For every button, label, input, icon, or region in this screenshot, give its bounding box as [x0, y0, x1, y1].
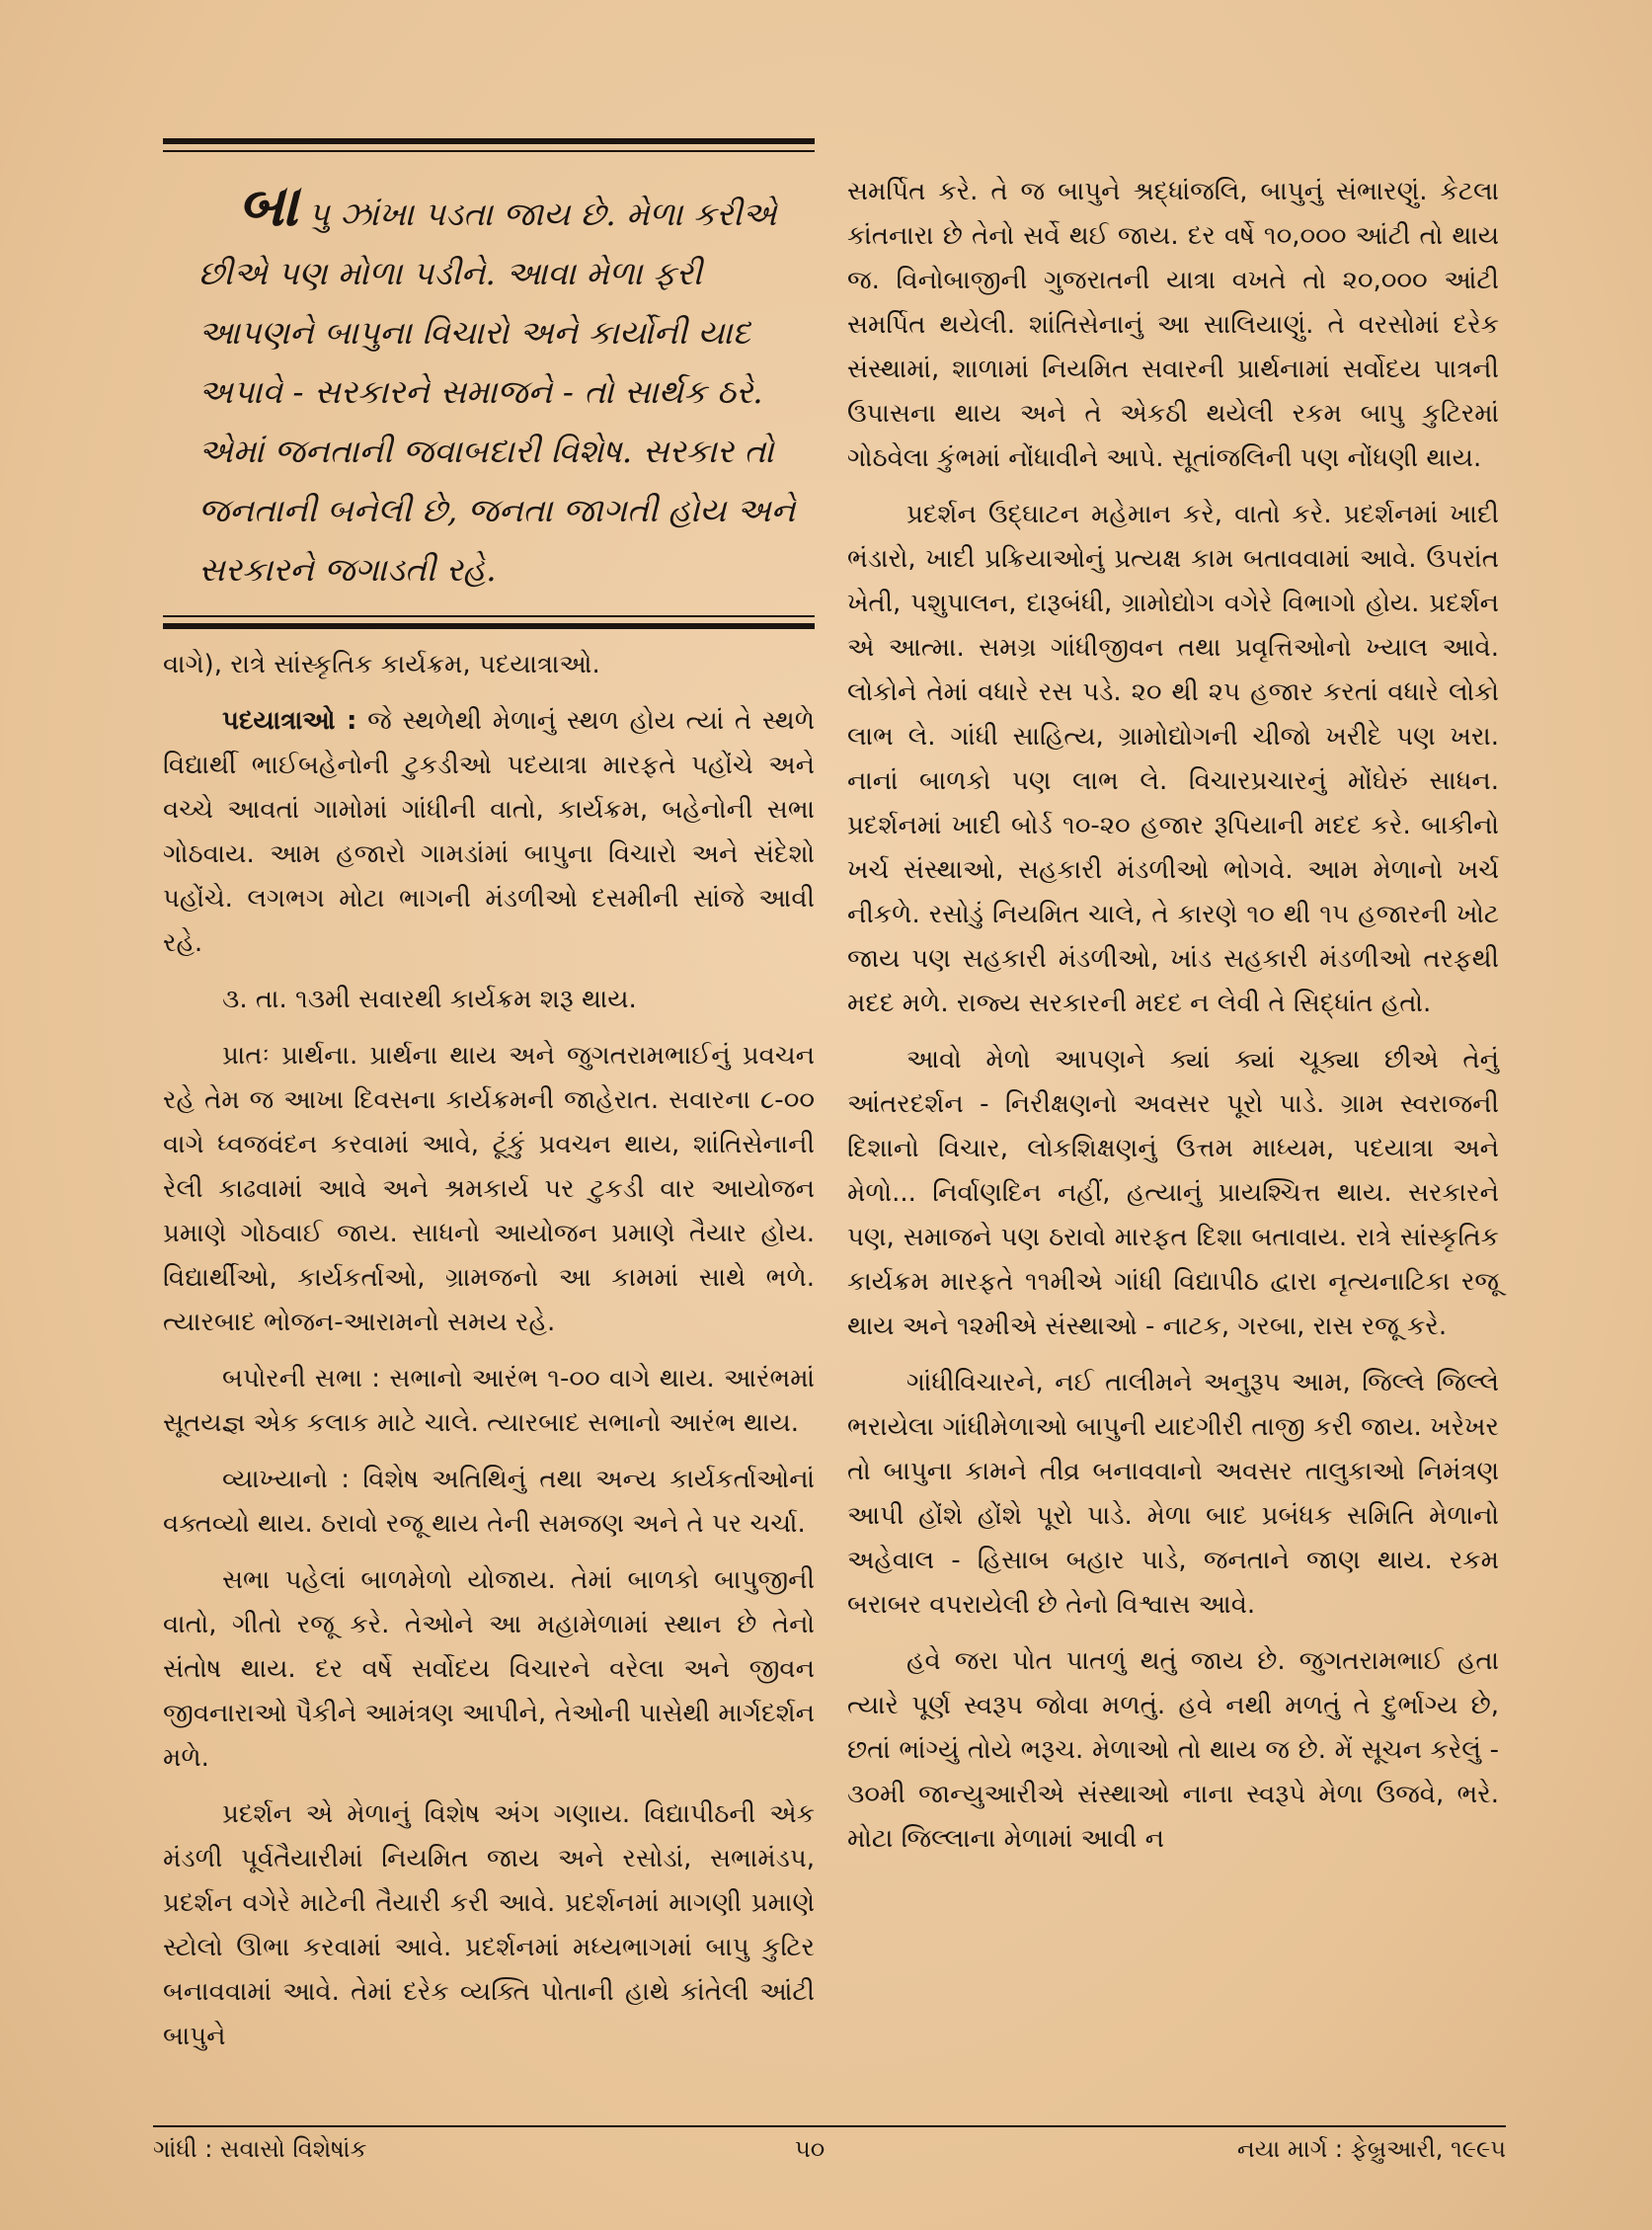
left-paragraph-4: બપોરની સભા : સભાનો આરંભ ૧-૦૦ વાગે થાય. આરંભમાં સૂતયજ્ઞ એક કલાક માટે ચાલે. ત્યારબાદ સભાનો આરંભ થાય.	[163, 1364, 815, 1438]
left-paragraph-0: વાગે), રાત્રે સાંસ્કૃતિક કાર્યક્રમ, પદયાત્રાઓ.	[163, 650, 600, 679]
pull-quote	[163, 172, 815, 599]
left-paragraph-3: પ્રાતઃ પ્રાર્થના. પ્રાર્થના થાય અને જુગતરામભાઈનું પ્રવચન રહે તેમ જ આખા દિવસના કાર્યક્રમની જાહેરાત. સવારના ૮-૦૦ વાગે ધ્વજવંદન કરવામાં આવે, ટૂંકું પ્રવચન થાય, શાંતિસેનાની રેલી કાઢવામાં આવે અને શ્રમકાર્ય પર ટુકડી વાર આયોજન પ્રમાણે ગોઠવાઈ જાય. સાધનો આયોજન પ્રમાણે તૈયાર હોય. વિદ્યાર્થીઓ, કાર્યકર્તાઓ, ગ્રામજનો આ કામમાં સાથે ભળે. ત્યારબાદ ભોજન-આરામનો સમય રહે.	[163, 1041, 815, 1337]
top-rule	[163, 138, 815, 152]
right-paragraph-1: પ્રદર્શન ઉદ્‌ઘાટન મહેમાન કરે, વાતો કરે. પ્રદર્શનમાં ખાદી ભંડારો, ખાદી પ્રક્રિયાઓનું પ્રત્યક્ષ કામ બતાવવામાં આવે. ઉપરાંત ખેતી, પશુપાલન, દારૂબંધી, ગ્રામોદ્યોગ વગેરે વિભાગો હોય. પ્રદર્શન એ આત્મા. સમગ્ર ગાંધીજીવન તથા પ્રવૃત્તિઓનો ખ્યાલ આવે. લોકોને તેમાં વધારે રસ પડે. ૨૦ થી ૨૫ હજાર કરતાં વધારે લોકો લાભ લે. ગાંધી સાહિત્ય, ગ્રામોદ્યોગની ચીજો ખરીદે પણ ખરા. નાનાં બાળકો પણ લાભ લે. વિચારપ્રચારનું મોંઘેરું સાધન. પ્રદર્શનમાં ખાદી બોર્ડ ૧૦-૨૦ હજાર રૂપિયાની મદદ કરે. બાકીનો ખર્ચ સંસ્થાઓ, સહકારી મંડળીઓ ભોગવે. આમ મેળાનો ખર્ચ નીકળે. રસોડું નિયમિત ચાલે, તે કારણે ૧૦ થી ૧૫ હજારની ખોટ જાય પણ સહકારી મંડળીઓ, ખાંડ સહકારી મંડળીઓ તરફથી મદદ મળે. રાજ્ય સરકારની મદદ ન લેવી તે સિદ્ધાંત હતો.	[847, 500, 1499, 1018]
left-paragraph-1: પદયાત્રાઓ : જે સ્થળેથી મેળાનું સ્થળ હોય ત્યાં તે સ્થળે વિદ્યાર્થી ભાઈબહેનોની ટુકડીઓ પદયાત્રા મારફતે પહોંચે અને વચ્ચે આવતાં ગામોમાં ગાંધીની વાતો, કાર્યક્રમ, બહેનોની સભા ગોઠવાય. આમ હજારો ગામડાંમાં બાપુના વિચારો અને સંદેશો પહોંચે. લગભગ મોટા ભાગની મંડળીઓ દસમીની સાંજે આવી રહે.	[163, 706, 815, 958]
paragraph-lead: પદયાત્રાઓ :	[222, 706, 357, 736]
pull-quote-text: પુ ઝાંખા પડતા જાય છે. મેળા કરીએ છીએ પણ મોળા પડીને. આવા મેળા ફરી આપણને બાપુના વિચારો અને કાર્યોની યાદ અપાવે - સરકારને સમાજને - તો સાર્થક ઠરે. એમાં જનતાની જવાબદારી વિશેષ. સરકાર તો જનતાની બનેલી છે, જનતા જાગતી હોય અને સરકારને જગાડતી રહે.	[198, 195, 796, 589]
footer-issue-date: નયા માર્ગ : ફેબ્રુઆરી, ૧૯૯૫	[1236, 2135, 1506, 2163]
left-paragraph-6: સભા પહેલાં બાળમેળો યોજાય. તેમાં બાળકો બાપુજીની વાતો, ગીતો રજૂ કરે. તેઓને આ મહામેળામાં સ્થાન છે તેનો સંતોષ થાય. દર વર્ષે સર્વોદય વિચારને વરેલા અને જીવન જીવનારાઓ પૈકીને આમંત્રણ આપીને, તેઓની પાસેથી માર્ગદર્શન મળે.	[163, 1565, 815, 1773]
left-paragraph-2: ૩. તા. ૧૩મી સવારથી કાર્યક્રમ શરૂ થાય.	[222, 985, 637, 1014]
pull-quote-dropcap: બા	[238, 172, 298, 239]
left-paragraph-5: વ્યાખ્યાનો : વિશેષ અતિથિનું તથા અન્ય કાર્યકર્તાઓનાં વક્તવ્યો થાય. ઠરાવો રજૂ થાય તેની સમજણ અને તે પર ચર્ચા.	[163, 1465, 815, 1539]
page-footer	[153, 2125, 1506, 2175]
right-paragraph-2: આવો મેળો આપણને ક્યાં ક્યાં ચૂક્યા છીએ તેનું આંતરદર્શન - નિરીક્ષણનો અવસર પૂરો પાડે. ગ્રામ સ્વરાજની દિશાનો વિચાર, લોકશિક્ષણનું ઉત્તમ માધ્યમ, પદયાત્રા અને મેળો... નિર્વાણદિન નહીં, હત્યાનું પ્રાયશ્ચિત્ત થાય. સરકારને પણ, સમાજને પણ ઠરાવો મારફત દિશા બતાવાય. રાત્રે સાંસ્કૃતિક કાર્યક્રમ મારફતે ૧૧મીએ ગાંધી વિદ્યાપીઠ દ્વારા નૃત્યનાટિકા રજૂ થાય અને ૧૨મીએ સંસ્થાઓ - નાટક, ગરબા, રાસ રજૂ કરે.	[847, 1045, 1499, 1341]
right-paragraph-3: ગાંધીવિચારને, નઈ તાલીમને અનુરૂપ આમ, જિલ્લે જિલ્લે ભરાયેલા ગાંધીમેળાઓ બાપુની યાદગીરી તાજી કરી જાય. ખરેખર તો બાપુના કામને તીવ્ર બનાવવાનો અવસર તાલુકાઓ નિમંત્રણ આપી હોંશે હોંશે પૂરો પાડે. મેળા બાદ પ્રબંધક સમિતિ મેળાનો અહેવાલ - હિસાબ બહાર પાડે, જનતાને જાણ થાય. રકમ બરાબર વપરાયેલી છે તેનો વિશ્વાસ આવે.	[847, 1368, 1499, 1620]
right-column	[847, 170, 1499, 1873]
right-paragraph-0: સમર્પિત કરે. તે જ બાપુને શ્રદ્ધાંજલિ, બાપુનું સંભારણું. કેટલા કાંતનારા છે તેનો સર્વે થઈ જાય. દર વર્ષે ૧૦,૦૦૦ આંટી તો થાય જ. વિનોબાજીની ગુજરાતની યાત્રા વખતે તો ૨૦,૦૦૦ આંટી સમર્પિત થયેલી. શાંતિસેનાનું આ સાલિયાણું. તે વરસોમાં દરેક સંસ્થામાં, શાળામાં નિયમિત સવારની પ્રાર્થનામાં સર્વોદય પાત્રની ઉપાસના થાય અને તે એકઠી થયેલી રકમ બાપુ કુટિરમાં ગોઠવેલા કુંભમાં નોંધાવીને આપે. સૂતાંજલિની પણ નોંધણી થાય.	[847, 177, 1499, 473]
footer-publication-title: ગાંધી : સવાસો વિશેષાંક	[153, 2135, 367, 2163]
right-paragraph-4: હવે જરા પોત પાતળું થતું જાય છે. જુગતરામભાઈ હતા ત્યારે પૂર્ણ સ્વરૂપ જોવા મળતું. હવે નથી મળતું તે દુર્ભાગ્ય છે, છતાં ભાંગ્યું તોયે ભરૂચ. મેળાઓ તો થાય જ છે. મેં સૂચન કરેલું - ૩૦મી જાન્યુઆરીએ સંસ્થાઓ નાના સ્વરૂપે મેળા ઉજવે, ભરે. મોટા જિલ્લાના મેળામાં આવી ન	[847, 1646, 1499, 1854]
left-column	[163, 138, 815, 2071]
quote-bottom-rule	[163, 615, 815, 629]
footer-page-number: ૫૦	[795, 2135, 826, 2163]
left-paragraph-7: પ્રદર્શન એ મેળાનું વિશેષ અંગ ગણાય. વિદ્યાપીઠની એક મંડળી પૂર્વતૈયારીમાં નિયમિત જાય અને રસોડાં, સભામંડપ, પ્રદર્શન વગેરે માટેની તૈયારી કરી આવે. પ્રદર્શનમાં માગણી પ્રમાણે સ્ટોલો ઊભા કરવામાં આવે. પ્રદર્શનમાં મધ્યભાગમાં બાપુ કુટિર બનાવવામાં આવે. તેમાં દરેક વ્યક્તિ પોતાની હાથે કાંતેલી આંટી બાપુને	[163, 1799, 815, 2051]
